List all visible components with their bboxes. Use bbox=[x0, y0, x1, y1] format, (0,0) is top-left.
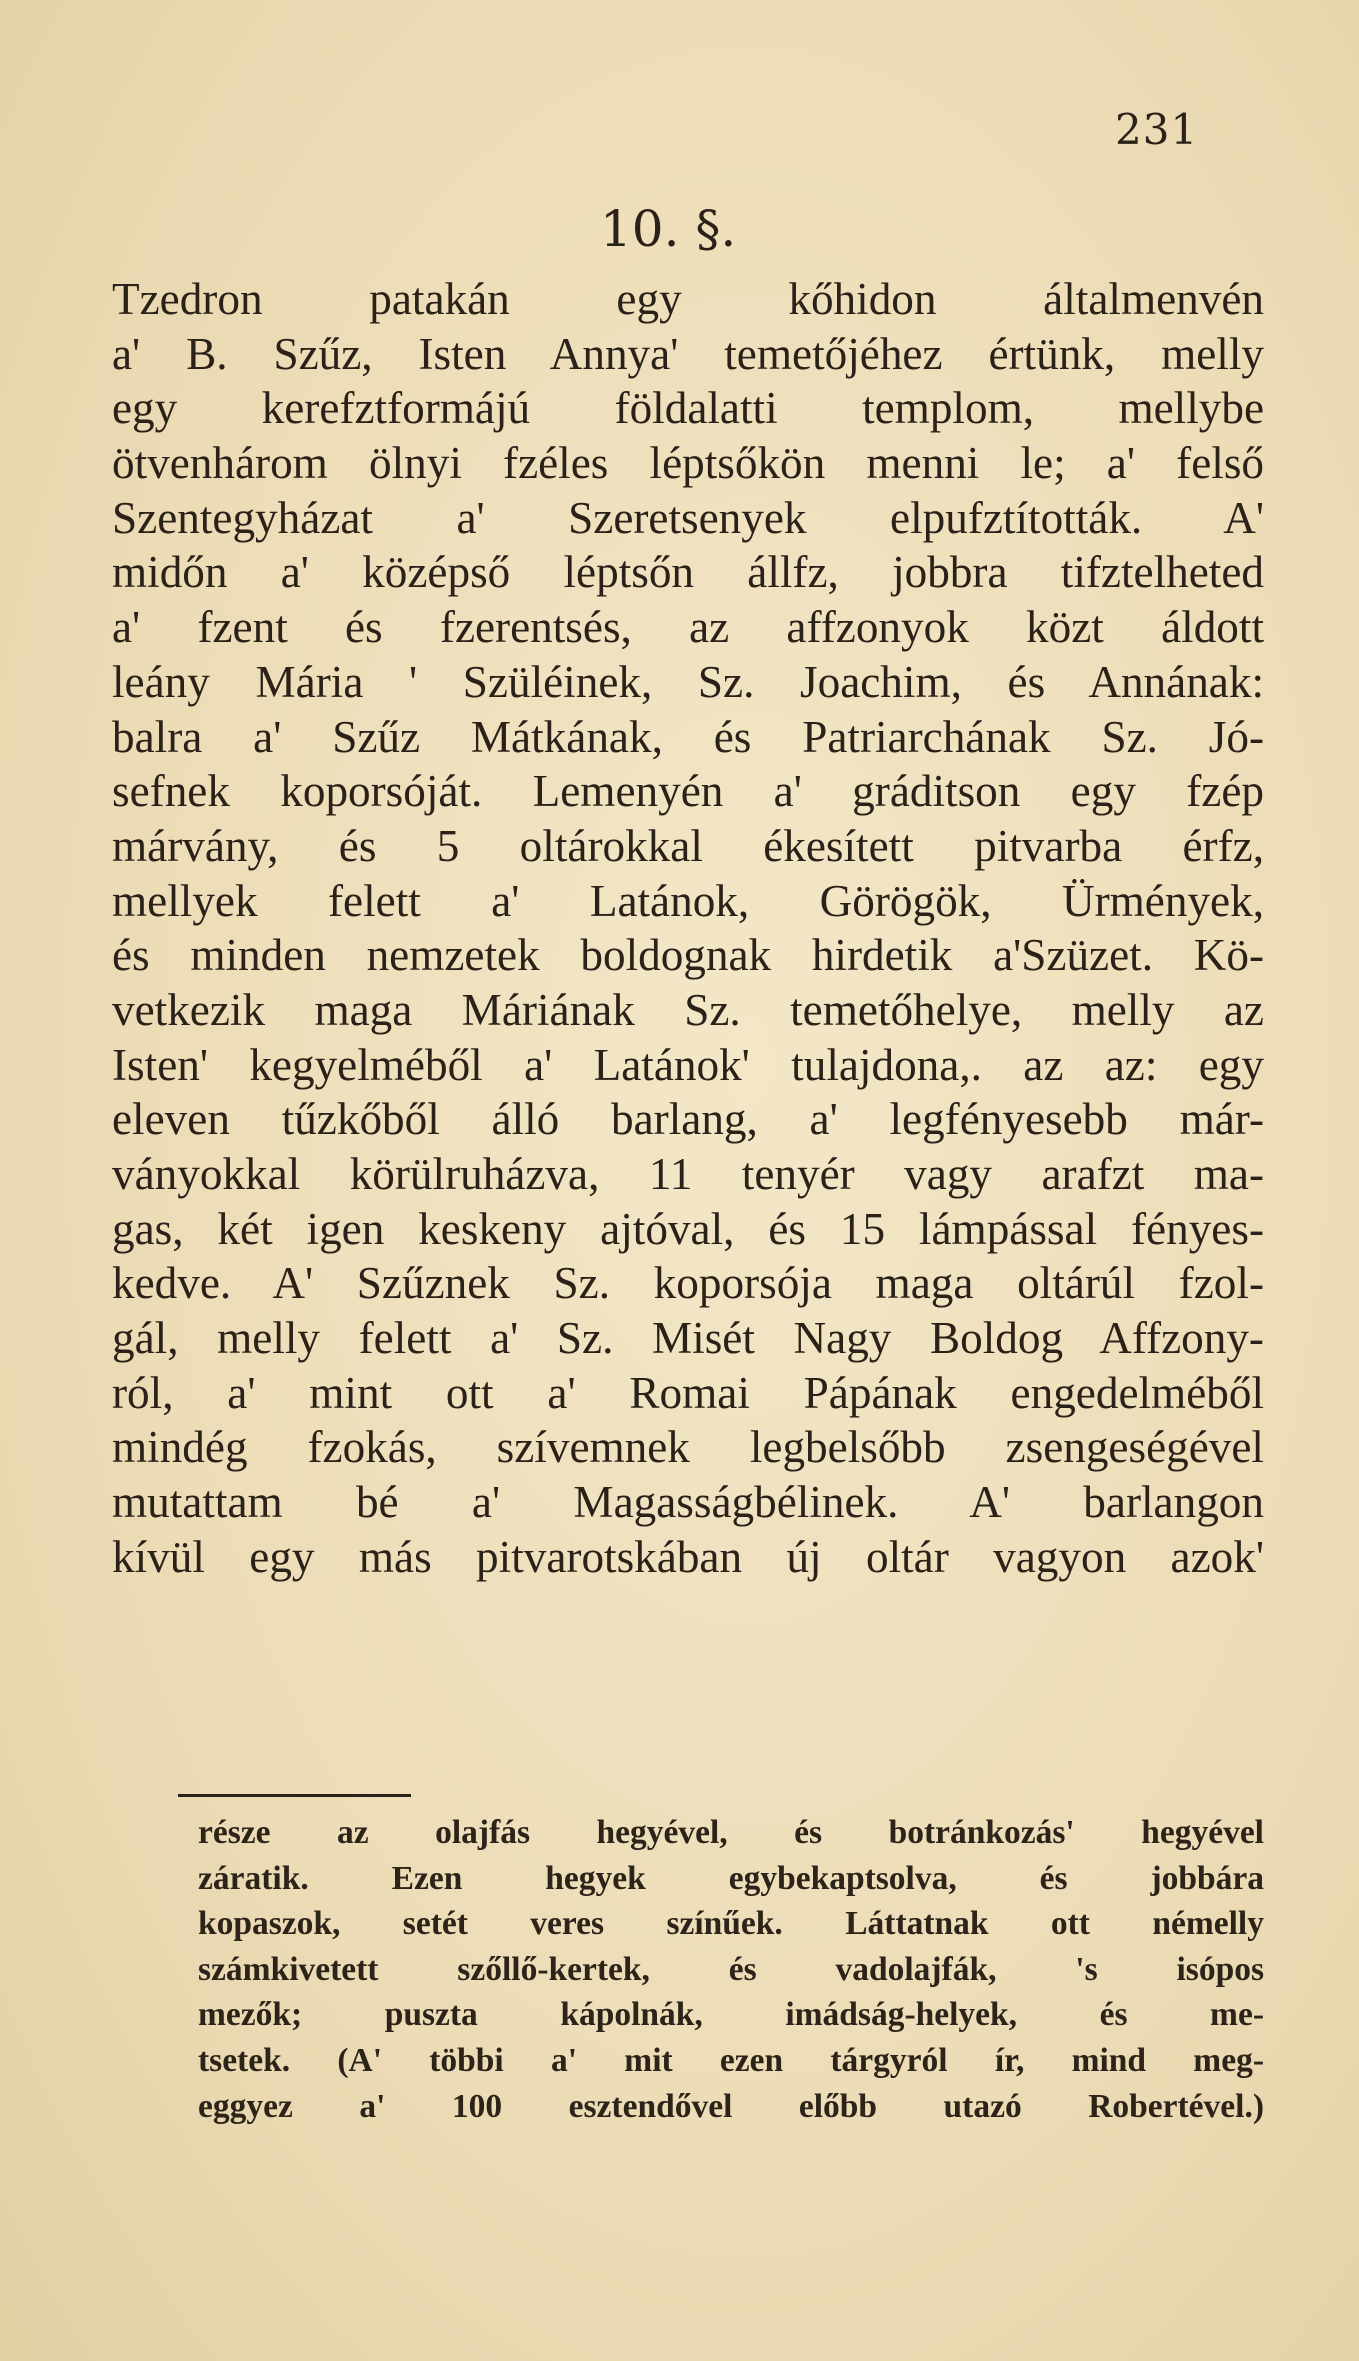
body-line: és minden nemzetek boldognak hirdetik a'Szüzet. Kö- bbox=[112, 930, 1264, 981]
body-line: midőn a' középső léptsőn állfz, jobbra tifztelheted bbox=[112, 547, 1264, 598]
body-line: egy kerefztformájú földalatti templom, mellybe bbox=[112, 383, 1264, 434]
footnote-divider bbox=[178, 1794, 411, 1797]
footnote-line: része az olajfás hegyével, és botránkozás' hegyével bbox=[198, 1814, 1264, 1851]
body-line: mutattam bé a' Magasságbélinek. A' barlangon bbox=[112, 1477, 1264, 1528]
body-line: mindég fzokás, szívemnek legbelsőbb zsengeségével bbox=[112, 1422, 1264, 1473]
body-line: kívül egy más pitvarotskában új oltár vagyon azok' bbox=[112, 1531, 1264, 1582]
footnote-line: záratik. Ezen hegyek egybekaptsolva, és jobbára bbox=[198, 1859, 1264, 1897]
body-line: ról, a' mint ott a' Romai Pápának engedelméből bbox=[112, 1367, 1264, 1418]
body-line: eleven tűzkőből álló barlang, a' legfényesebb már- bbox=[112, 1094, 1264, 1145]
body-line: balra a' Szűz Mátkának, és Patriarchának Sz. Jó- bbox=[112, 711, 1264, 762]
footnote bbox=[198, 1810, 1264, 2129]
footnote-line: kopaszok, setét veres színűek. Láttatnak ott némelly bbox=[198, 1905, 1264, 1943]
body-line: ötvenhárom ölnyi fzéles léptsőkön menni le; a' felső bbox=[112, 438, 1264, 489]
body-line: Tzedron patakán egy kőhidon általmenvén bbox=[112, 274, 1264, 324]
body-line: ványokkal körülruházva, 11 tenyér vagy arafzt ma- bbox=[112, 1149, 1264, 1199]
body-line: márvány, és 5 oltárokkal ékesített pitvarba érfz, bbox=[112, 820, 1264, 871]
body-line: sefnek koporsóját. Lemenyén a' gráditson egy fzép bbox=[112, 766, 1264, 817]
body-line: leány Mária ' Szüléinek, Sz. Joachim, és Annának: bbox=[112, 656, 1264, 707]
section-heading: 10. §. bbox=[600, 200, 737, 258]
footnote-line: tsetek. (A' többi a' mit ezen tárgyról ír, mind meg- bbox=[198, 2041, 1264, 2079]
footnote-line: mezők; puszta kápolnák, imádság-helyek, és me- bbox=[198, 1996, 1264, 2034]
body-line: a' B. Szűz, Isten Annya' temetőjéhez értünk, melly bbox=[112, 328, 1264, 379]
body-line: gas, két igen keskeny ajtóval, és 15 lámpással fényes- bbox=[112, 1203, 1264, 1254]
page-number: 231 bbox=[1115, 105, 1199, 154]
footnote-line: számkivetett szőllő-kertek, és vadolajfák, 's isópos bbox=[198, 1950, 1264, 1988]
body-text bbox=[112, 272, 1264, 1585]
body-line: a' fzent és fzerentsés, az affzonyok közt áldott bbox=[112, 602, 1264, 653]
body-line: Szentegyházat a' Szeretsenyek elpufztították. A' bbox=[112, 492, 1264, 543]
footnote-line: eggyez a' 100 esztendővel előbb utazó Robertével.) bbox=[198, 2087, 1264, 2125]
body-line: vetkezik maga Máriának Sz. temetőhelye, melly az bbox=[112, 984, 1264, 1035]
body-line: kedve. A' Szűznek Sz. koporsója maga oltárúl fzol- bbox=[112, 1258, 1264, 1309]
body-line: Isten' kegyelméből a' Latánok' tulajdona,. az az: egy bbox=[112, 1039, 1264, 1090]
body-line: gál, melly felett a' Sz. Misét Nagy Boldog Affzony- bbox=[112, 1313, 1264, 1364]
body-line: mellyek felett a' Latánok, Görögök, Ürmények, bbox=[112, 875, 1264, 926]
